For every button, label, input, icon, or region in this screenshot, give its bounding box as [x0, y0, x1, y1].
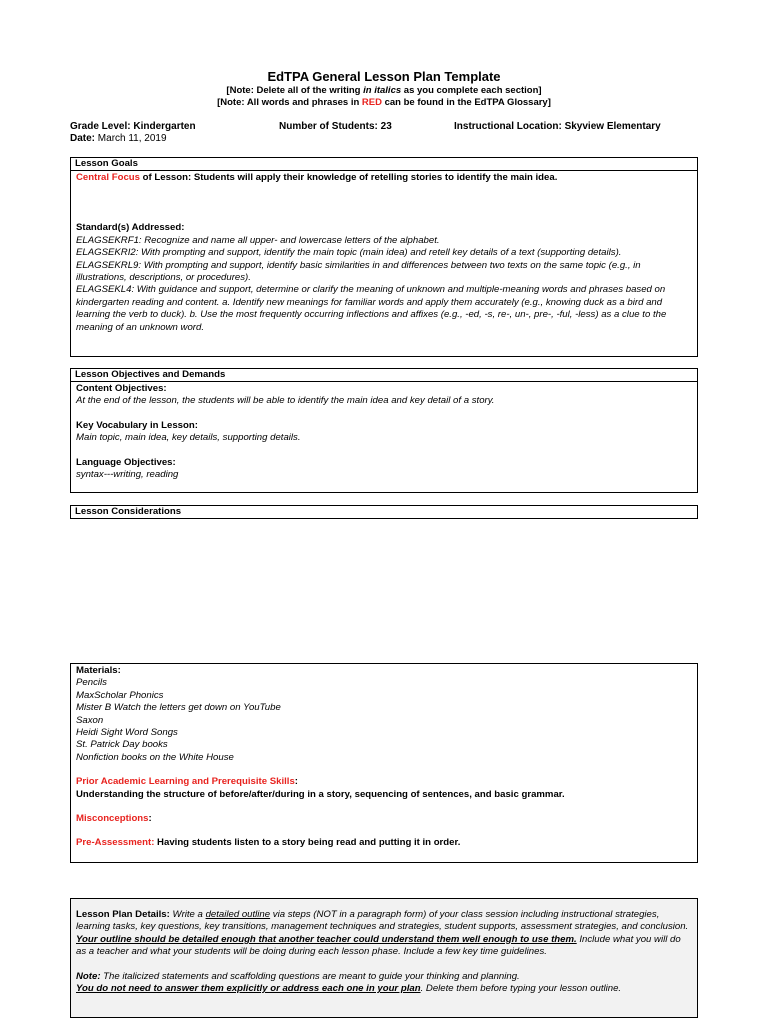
material-item: Mister B Watch the letters get down on YouTube [76, 702, 281, 714]
standards-label: Standard(s) Addressed: [76, 222, 185, 234]
content-objectives-label: Content Objectives: [76, 383, 167, 394]
lesson-goals-section [70, 157, 698, 357]
language-objectives-label: Language Objectives: [76, 456, 176, 468]
content-objectives-text: At the end of the lesson, the students will be able to identify the main idea and key detail of a story. [76, 395, 495, 407]
language-objectives-text: syntax---writing, reading [76, 469, 179, 481]
number-of-students: Number of Students: 23 [279, 121, 392, 132]
lesson-date: Date: March 11, 2019 [70, 133, 167, 144]
details-outline-requirement: Your outline should be detailed enough that another teacher could understand them well enough to use them. Include what you will do as a teacher and what your students will be doing during each lesson phase. Include a few key time guidelines. [76, 933, 681, 958]
lesson-goals-heading: Lesson Goals [71, 158, 697, 171]
details-note-2: You do not need to answer them explicitly or address each one in your plan. Delete them before typing your lesson outline. [76, 983, 622, 995]
vocabulary-label: Key Vocabulary in Lesson: [76, 419, 198, 431]
material-item: Heidi Sight Word Songs [76, 727, 178, 739]
misconceptions-label: Misconceptions: [76, 813, 152, 825]
glossary-note: [Note: All words and phrases in RED can be found in the EdTPA Glossary] [217, 97, 551, 108]
material-item: Pencils [76, 677, 107, 689]
materials-section [70, 663, 698, 863]
details-instructions: Lesson Plan Details: Write a detailed outline via steps (NOT in a paragraph form) of your class session including instructional strategies, learning tasks, key questions, key transitions, management techniques and strategies, student supports, assessment strategies, and conclusion. [76, 909, 689, 933]
lesson-considerations-heading: Lesson Considerations [75, 506, 182, 517]
details-note: Note: The italicized statements and scaffolding questions are meant to guide your thinking and planning. [76, 970, 520, 982]
material-item: St. Patrick Day books [76, 739, 168, 751]
lesson-plan-details-section [70, 898, 698, 1018]
prior-learning-text: Understanding the structure of before/after/during in a story, sequencing of sentences, and basic grammar. [76, 788, 565, 800]
standard-item: ELAGSEKRL9: With prompting and support, identify basic similarities in and differences between two texts on the same topic (e.g., in illustrations, descriptions, or procedures). [76, 259, 641, 284]
grade-level: Grade Level: Kindergarten [70, 121, 196, 132]
instructional-location: Instructional Location: Skyview Elementary [454, 121, 661, 132]
lesson-considerations-section [70, 505, 698, 519]
prior-learning-label: Prior Academic Learning and Prerequisite Skills: [76, 776, 298, 788]
material-item: Saxon [76, 714, 104, 726]
pre-assessment: Pre-Assessment: Having students listen to a story being read and putting it in order. [76, 837, 461, 849]
material-item: Nonfiction books on the White House [76, 751, 234, 763]
standard-item: ELAGSEKL4: With guidance and support, determine or clarify the meaning of unknown and multiple-meaning words and phrases based on kindergarten reading and content. a. Identify new meanings for familiar words and apply them accurately (e.g., knowing duck as a bird and learning the verb to duck). b. Use the most frequently occurring inflections and affixes (e.g., -ed, -s, re-, un-, pre-, -ful, -less) as a clue to the meaning of an unknown word. [76, 284, 667, 333]
materials-label: Materials: [76, 665, 121, 676]
lesson-objectives-section [70, 368, 698, 493]
lesson-objectives-heading: Lesson Objectives and Demands [71, 369, 697, 382]
standard-item: ELAGSEKRI2: With prompting and support, identify the main topic (main idea) and retell key details of a text (supporting details). [76, 247, 622, 259]
page-title: EdTPA General Lesson Plan Template [267, 69, 501, 84]
vocabulary-text: Main topic, main idea, key details, supporting details. [76, 432, 301, 444]
italics-note: [Note: Delete all of the writing in italics as you complete each section] [226, 85, 542, 96]
standard-item: ELAGSEKRF1: Recognize and name all upper- and lowercase letters of the alphabet. [76, 234, 440, 246]
material-item: MaxScholar Phonics [76, 689, 164, 701]
central-focus: Central Focus of Lesson: Students will apply their knowledge of retelling stories to identify the main idea. [76, 172, 558, 183]
